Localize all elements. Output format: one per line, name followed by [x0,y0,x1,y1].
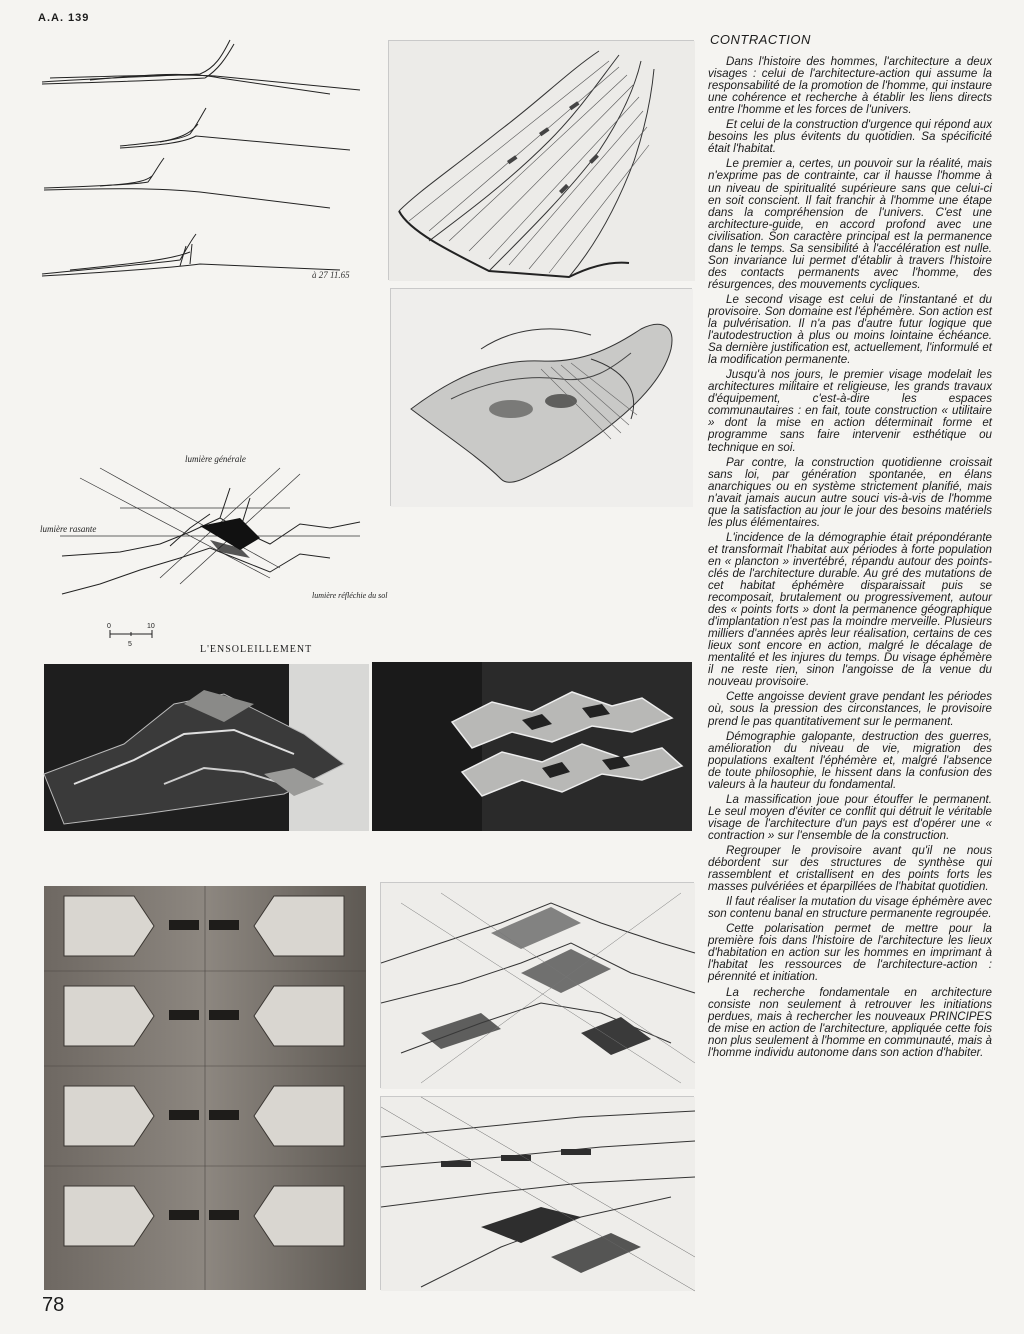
organic-form-drawing [390,288,692,506]
page-number: 78 [42,1294,65,1316]
tower-drawing [388,40,694,280]
perspective-drawing-lower [380,1096,694,1290]
sketch-date-note: à 27 11.65 [312,270,350,280]
article-paragraph-11: Regrouper le provisoire avant qu'il ne nous débordent sur des structures de synthèse qui rassemblent et cristallisent en des points forts les masses pulvériées et éparpillées de l'habitat quotidien. [708,844,992,894]
article-paragraph-1: Dans l'histoire des hommes, l'architecture a deux visages : celui de l'architecture-action qui assume la responsabilité de la promotion de l'homme, qui instaure une cohérence et recherche à établir les liens directs entre l'homme et les forces de l'univers. [708,55,992,117]
article-paragraph-8: Cette angoisse devient grave pendant les périodes où, sous la pression des circonstances, le provisoire prend le pas quantitativement sur le permanent. [708,690,992,728]
label-light-rasante: lumière rasante [40,524,97,534]
label-light-general: lumière générale [185,454,246,464]
article-paragraph-3: Le premier a, certes, un pouvoir sur la réalité, mais n'exprime pas de contrainte, car il hausse l'homme à un niveau de spiritualité supérieure sans que celui-ci en soit conscient. Il fait franchir à l'homme une étape dans la compréhension de l'univers. C'est une architecture-guide, en accord profond avec une civilisation. Son caractère principal est la permanence dans le temps. Sa sensibilité à l'accélération est nulle. Son invariance lui permet d'établir à travers l'histoire des contacts permanents avec l'homme, des résurgences, des mouvements cycliques. [708,157,992,291]
article-paragraph-4: Le second visage est celui de l'instantané et du provisoire. Son domaine est l'éphémère. Son action est la pulvérisation. Il n'a pas d'autre futur logique que l'autodestruction à plus ou moins lointaine échéance. Sa dernière justification est, actuellement, l'informulé et la modification permanente. [708,292,992,367]
sketch-caption: L'ENSOLEILLEMENT [200,644,313,655]
lighting-section-sketch [40,448,388,656]
scale-5: 5 [128,641,132,648]
article-paragraph-5: Jusqu'à nos jours, le premier visage modelait les architectures militaire et religieuse, les grands travaux d'équipement, c'est-à-dire les espaces communautaires : en fait, toute construction « utilitaire » dont la mise en action déterminait forme et programme sans faire intervenir esthétique ou technique en soi. [708,368,992,454]
wooden-model-photo [44,886,366,1290]
model-photo-right [372,662,692,831]
article-paragraph-12: Il faut réaliser la mutation du visage éphémère avec son contenu banal en structure permanente regroupée. [708,895,992,921]
article-paragraph-13: Cette polarisation permet de mettre pour la première fois dans l'histoire de l'architecture les lieux d'habitation en action sur les hommes en imprimant à l'habitat les ressources de l'architecture-action : pérennité et initiation. [708,922,992,984]
article-paragraph-7: L'incidence de la démographie était prépondérante et transformait l'habitat aux périodes à forte population en « plancton » invertébré, répandu autour des points-clés de l'architecture durable. Au gré des mutations de cet habitat éphémère disparaissait puis se recomposait, brutalement ou progressivement, autour des « points forts » dont la permanence géographique d'implantation n'est pas la moindre merveille. Plusieurs milliers d'années après leur réalisation, certains de ces lieux sont encore en action, malgré le décalage de mentalité et les injures du temps. Du visage éphémère il ne reste rien, sinon l'angoisse de la venue du nouveau provisoire. [708,530,992,689]
article-paragraph-14: La recherche fondamentale en architecture consiste non seulement à retrouver les initiations perdues, mais à rechercher les nouveaux PRINCIPES de mise en action de l'architecture, appliquée cette fois non plus seulement à l'homme en communauté, mais à l'homme individu autonome dans son action d'habiter. [708,985,992,1059]
elevation-sketches [40,38,370,300]
label-light-reflechie: lumière réfléchie du sol [312,591,388,600]
article-title: CONTRACTION [710,32,811,47]
journal-header: A.A. 139 [38,12,90,24]
article-paragraph-6: Par contre, la construction quotidienne croissait sans loi, par génération spontanée, en élans anarchiques ou en système strictement planifié, mais n'avait jamais aucun autre souci vis-à-vis de l'homme que la satisfaction au jour le jour des besoins matériels les plus élémentaires. [708,455,992,529]
model-photo-left [44,664,369,831]
scale-10: 10 [147,623,155,630]
article-paragraph-9: Démographie galopante, destruction des guerres, amélioration du niveau de vie, migration des populations exaltent l'éphémère et, malgré l'absence de toute philosophie, le hissent dans la confusion des valeurs à la hauteur du fondamental. [708,729,992,791]
article-contraction [708,34,992,1062]
scale-0: 0 [107,623,111,630]
article-paragraph-10: La massification joue pour étouffer le permanent. Le seul moyen d'éviter ce conflit qui détruit le véritable visage de l'architecture d'un pays est d'opérer une « contraction » sur l'ensemble de la construction. [708,792,992,842]
article-paragraph-2: Et celui de la construction d'urgence qui répond aux besoins les plus évitents du quotidien. Sa spécificité était l'habitat. [708,118,992,156]
perspective-drawing-upper [380,882,694,1088]
